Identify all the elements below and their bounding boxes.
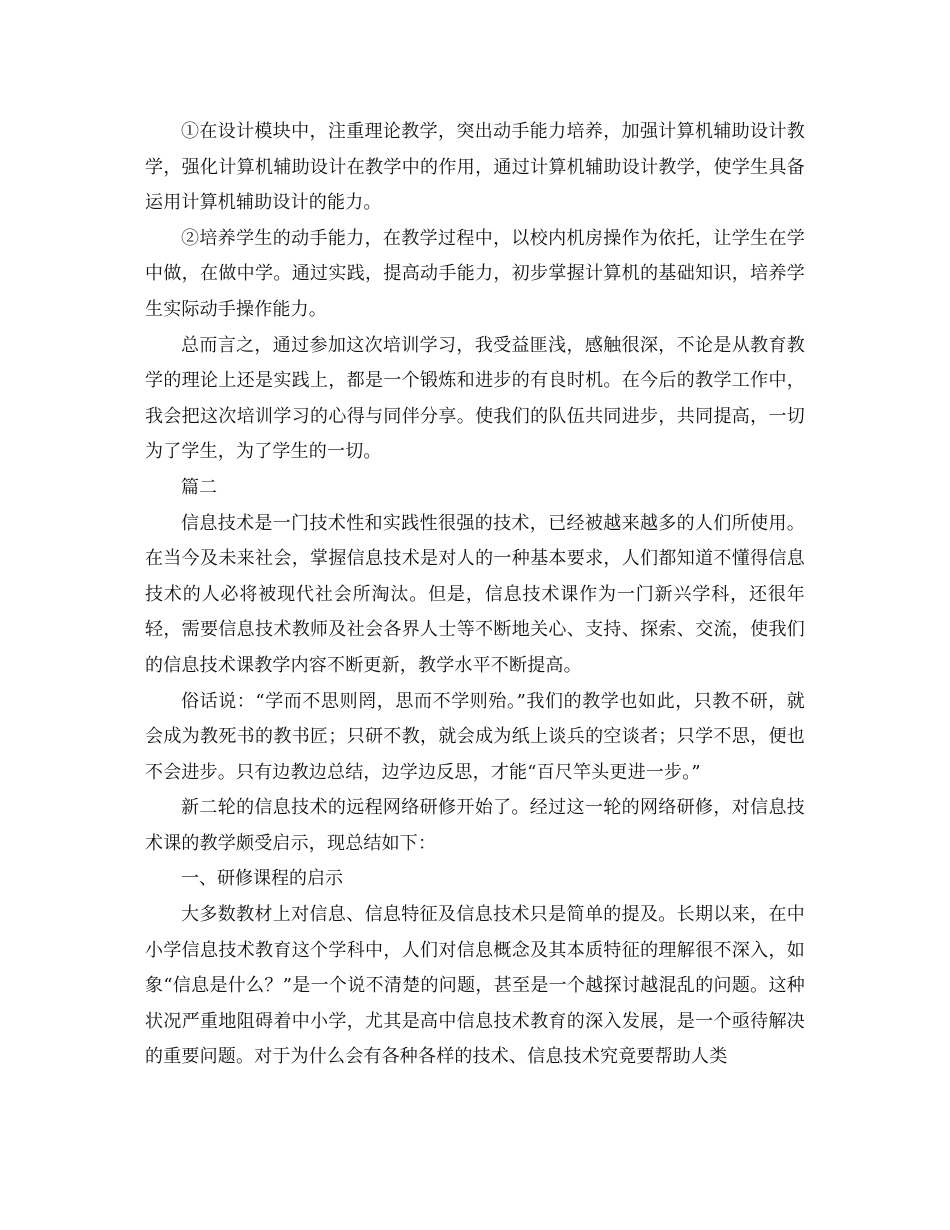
paragraph-design-module: ①在设计模块中，注重理论教学，突出动手能力培养，加强计算机辅助设计教学，强化计算机辅助设计在教学中的作用，通过计算机辅助设计教学，使学生具备运用计算机辅助设计的能力。 <box>145 121 805 214</box>
section-heading-part-two: 篇二 <box>181 476 217 498</box>
paragraph-proverb: 俗话说：“学而不思则罔，思而不学则殆。”我们的教学也如此，只教不研，就会成为教死书的教书匠；只研不教，就会成为纸上谈兵的空谈者；只学不思，便也不会进步。只有边教边总结，边学边反思，才能“百尺竿头更进一步。” <box>145 690 805 783</box>
document-page <box>145 114 805 1075</box>
paragraph-summary: 总而言之，通过参加这次培训学习，我受益匪浅，感触很深，不论是从教育教学的理论上还是实践上，都是一个锻炼和进步的有良时机。在今后的教学工作中，我会把这次培训学习的心得与同伴分享。使我们的队伍共同进步，共同提高，一切为了学生，为了学生的一切。 <box>145 334 805 463</box>
paragraph-it-intro: 信息技术是一门技术性和实践性很强的技术，已经被越来越多的人们所使用。在当今及未来社会，掌握信息技术是对人的一种基本要求，人们都知道不懂得信息技术的人必将被现代社会所淘汰。但是，信息技术课作为一门新兴学科，还很年轻，需要信息技术教师及社会各界人士等不断地关心、支持、探索、交流，使我们的信息技术课教学内容不断更新，教学水平不断提高。 <box>145 512 805 676</box>
paragraph-remote-training: 新二轮的信息技术的远程网络研修开始了。经过这一轮的网络研修，对信息技术课的教学颇受启示，现总结如下： <box>145 797 805 854</box>
paragraph-hands-on-ability: ②培养学生的动手能力，在教学过程中，以校内机房操作为依托，让学生在学中做，在做中学。通过实践，提高动手能力，初步掌握计算机的基础知识，培养学生实际动手操作能力。 <box>145 227 805 320</box>
section-heading-course-inspiration: 一、研修课程的启示 <box>181 868 343 890</box>
paragraph-textbooks: 大多数教材上对信息、信息特征及信息技术只是简单的提及。长期以来，在中小学信息技术教育这个学科中，人们对信息概念及其本质特征的理解很不深入，如象“信息是什么？”是一个说不清楚的问题，甚至是一个越探讨越混乱的问题。这种状况严重地阻碍着中小学，尤其是高中信息技术教育的深入发展，是一个亟待解决的重要问题。对于为什么会有各种各样的技术、信息技术究竟要帮助人类 <box>145 904 805 1068</box>
